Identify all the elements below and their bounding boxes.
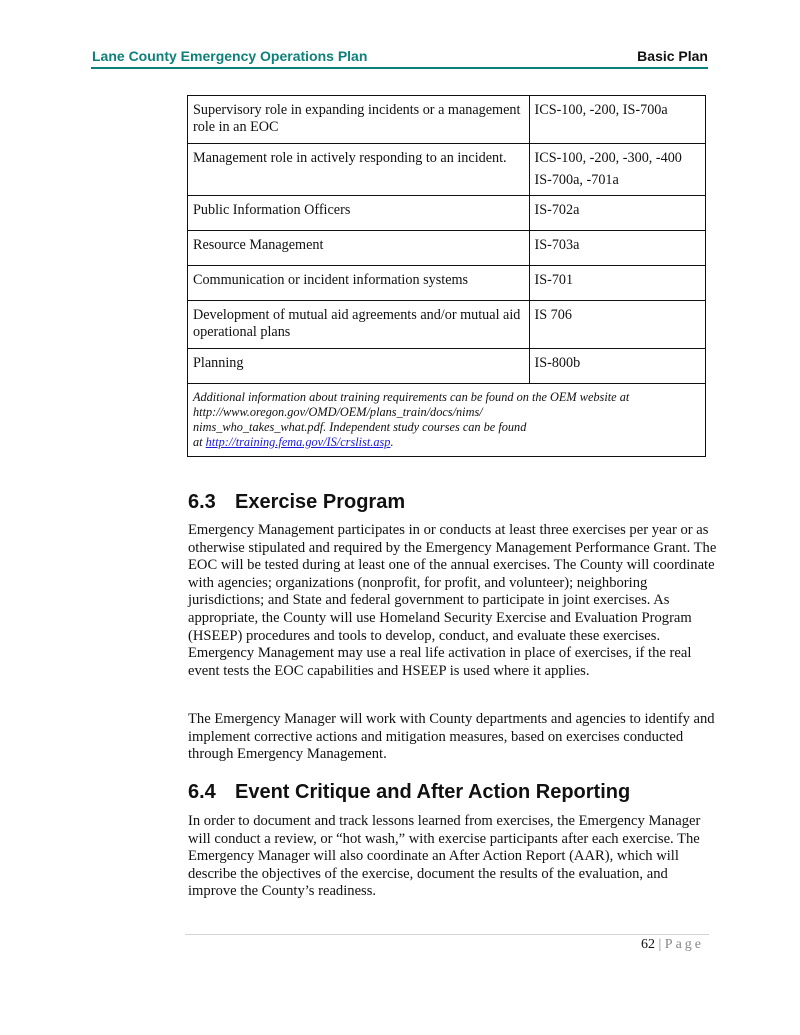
courses-cell: IS-701 bbox=[529, 266, 706, 301]
table-row bbox=[188, 96, 706, 144]
page-header bbox=[91, 47, 708, 69]
table-row bbox=[188, 196, 706, 231]
paragraph: Emergency Management participates in or conducts at least three exercises per year or as otherwise stipulated and required by the Emergency Management Performance Grant. The EOC will be tested during at least one of the annual exercises. The County will coordinate with agencies; organizations (nonprofit, for profit, and volunteer); neighboring jurisdictions; and State and federal government to participate in joint exercises. As appropriate, the County will use Homeland Security Exercise and Evaluation Program (HSEEP) procedures and tools to develop, conduct, and evaluate these exercises. Emergency Management may use a real life activation in place of exercises, if the real event tests the EOC capabilities and HSEEP is used where it applies. bbox=[188, 522, 717, 679]
footer-separator: | bbox=[658, 937, 662, 952]
section-heading-6-4 bbox=[188, 781, 630, 804]
page-footer bbox=[641, 937, 704, 953]
table-note bbox=[188, 384, 706, 457]
section-title: Exercise Program bbox=[235, 491, 406, 513]
page-number: 62 bbox=[640, 937, 655, 952]
note-prefix: at bbox=[193, 435, 206, 449]
training-requirements-table bbox=[187, 95, 706, 457]
footer-divider bbox=[185, 934, 709, 935]
role-cell: Supervisory role in expanding incidents or a management role in an EOC bbox=[188, 96, 530, 144]
note-line: nims_who_takes_what.pdf. Independent study courses can be found bbox=[193, 420, 527, 434]
note-line: http://www.oregon.gov/OMD/OEM/plans_train/docs/nims/ bbox=[193, 405, 483, 419]
document-title: Lane County Emergency Operations Plan bbox=[92, 48, 368, 64]
role-cell: Communication or incident information systems bbox=[188, 266, 530, 301]
courses-cell: IS 706 bbox=[529, 301, 706, 349]
course-line: ICS-100, -200, -300, -400 bbox=[534, 150, 682, 166]
section-number: 6.3 bbox=[188, 491, 216, 513]
fema-courses-link[interactable]: http://training.fema.gov/IS/crslist.asp bbox=[205, 435, 391, 449]
courses-cell: IS-702a bbox=[529, 196, 706, 231]
table-row bbox=[188, 349, 706, 384]
paragraph: In order to document and track lessons learned from exercises, the Emergency Manager will conduct a review, or “hot wash,” with exercise participants after each exercise. The Emergency Manager will also coordinate an After Action Report (AAR), which will describe the objectives of the exercise, document the results of the evaluation, and improve the County’s readiness. bbox=[188, 813, 701, 900]
section-number: 6.4 bbox=[188, 781, 216, 803]
note-suffix: . bbox=[390, 435, 394, 449]
section-heading-6-3 bbox=[188, 491, 405, 514]
table-row bbox=[188, 266, 706, 301]
note-line: Additional information about training requirements can be found on the OEM website at bbox=[193, 390, 630, 404]
role-cell: Public Information Officers bbox=[188, 196, 530, 231]
page-word: Page bbox=[664, 937, 704, 952]
courses-cell: IS-800b bbox=[529, 349, 706, 384]
table-row bbox=[188, 231, 706, 266]
courses-cell: ICS-100, -200, IS-700a bbox=[529, 96, 706, 144]
courses-cell: IS-703a bbox=[529, 231, 706, 266]
role-cell: Management role in actively responding to an incident. bbox=[188, 144, 530, 196]
table-note-row bbox=[188, 384, 706, 457]
courses-cell bbox=[529, 144, 706, 196]
note-line bbox=[193, 435, 700, 450]
table-row bbox=[188, 144, 706, 196]
role-cell: Development of mutual aid agreements and/or mutual aid operational plans bbox=[188, 301, 530, 349]
role-cell: Planning bbox=[188, 349, 530, 384]
section-label: Basic Plan bbox=[637, 48, 708, 64]
course-line: IS-700a, -701a bbox=[534, 172, 619, 188]
role-cell: Resource Management bbox=[188, 231, 530, 266]
table-row bbox=[188, 301, 706, 349]
section-title: Event Critique and After Action Reporting bbox=[235, 781, 631, 803]
paragraph: The Emergency Manager will work with County departments and agencies to identify and implement corrective actions and mitigation measures, based on exercises conducted through Emergency Management. bbox=[188, 711, 715, 763]
